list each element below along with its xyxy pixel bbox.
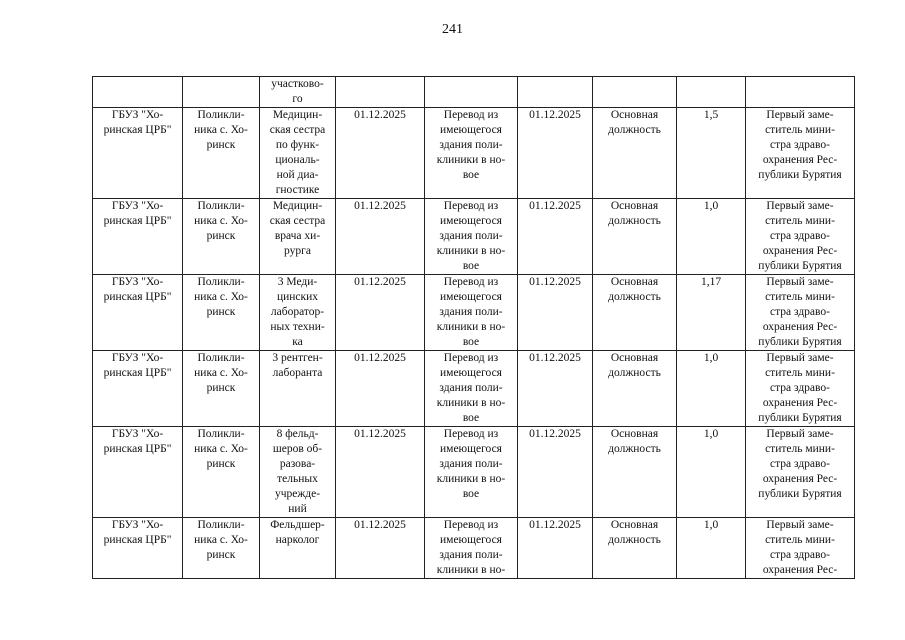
approver-cell: Первый заме- ститель мини- стра здраво- охранения Рес- bbox=[746, 518, 855, 579]
subdivision-cell: Поликли- ника с. Хо- ринск bbox=[183, 275, 260, 351]
position-type-cell: Основная должность bbox=[593, 351, 677, 427]
approver-cell: Первый заме- ститель мини- стра здраво- охранения Рес- публики Бурятия bbox=[746, 351, 855, 427]
rate-cell: 1,0 bbox=[677, 199, 746, 275]
effective-date-cell bbox=[518, 77, 593, 108]
reason-cell: Перевод из имеющегося здания поли- клиники в но- вое bbox=[425, 199, 518, 275]
position-cell: участково- го bbox=[260, 77, 336, 108]
reason-cell: Перевод из имеющегося здания поли- клиники в но- bbox=[425, 518, 518, 579]
institution-cell: ГБУЗ "Хо- ринская ЦРБ" bbox=[93, 518, 183, 579]
table-row bbox=[93, 275, 855, 351]
institution-cell: ГБУЗ "Хо- ринская ЦРБ" bbox=[93, 427, 183, 518]
position-type-cell: Основная должность bbox=[593, 199, 677, 275]
position-cell: 8 фельд- шеров об- разова- тельных учреждe- ний bbox=[260, 427, 336, 518]
table-row bbox=[93, 77, 855, 108]
institution-cell: ГБУЗ "Хо- ринская ЦРБ" bbox=[93, 351, 183, 427]
position-type-cell: Основная должность bbox=[593, 108, 677, 199]
effective-date-cell: 01.12.2025 bbox=[518, 427, 593, 518]
rate-cell bbox=[677, 77, 746, 108]
approver-cell: Первый заме- ститель мини- стра здраво- охранения Рес- публики Бурятия bbox=[746, 199, 855, 275]
position-cell: 3 рентген- лаборанта bbox=[260, 351, 336, 427]
page-number: 241 bbox=[442, 22, 463, 37]
approver-cell: Первый заме- ститель мини- стра здраво- охранения Рес- публики Бурятия bbox=[746, 275, 855, 351]
start-date-cell: 01.12.2025 bbox=[336, 199, 425, 275]
position-type-cell: Основная должность bbox=[593, 427, 677, 518]
staff-table bbox=[92, 76, 855, 579]
start-date-cell: 01.12.2025 bbox=[336, 275, 425, 351]
table-body bbox=[93, 77, 855, 579]
table-row bbox=[93, 351, 855, 427]
table-row bbox=[93, 108, 855, 199]
rate-cell: 1,5 bbox=[677, 108, 746, 199]
table-row bbox=[93, 427, 855, 518]
position-cell: 3 Меди- цинских лаборатор- ных техни- ка bbox=[260, 275, 336, 351]
institution-cell: ГБУЗ "Хо- ринская ЦРБ" bbox=[93, 199, 183, 275]
rate-cell: 1,0 bbox=[677, 427, 746, 518]
reason-cell: Перевод из имеющегося здания поли- клиники в но- вое bbox=[425, 108, 518, 199]
position-cell: Фельдшер- нарколог bbox=[260, 518, 336, 579]
subdivision-cell: Поликли- ника с. Хо- ринск bbox=[183, 199, 260, 275]
position-cell: Медицин- ская сестра врача хи- рурга bbox=[260, 199, 336, 275]
position-cell: Медицин- ская сестра по функ- циональ- ной диа- гностике bbox=[260, 108, 336, 199]
rate-cell: 1,0 bbox=[677, 351, 746, 427]
subdivision-cell: Поликли- ника с. Хо- ринск bbox=[183, 518, 260, 579]
effective-date-cell: 01.12.2025 bbox=[518, 275, 593, 351]
approver-cell bbox=[746, 77, 855, 108]
start-date-cell: 01.12.2025 bbox=[336, 108, 425, 199]
effective-date-cell: 01.12.2025 bbox=[518, 518, 593, 579]
start-date-cell: 01.12.2025 bbox=[336, 518, 425, 579]
effective-date-cell: 01.12.2025 bbox=[518, 351, 593, 427]
reason-cell: Перевод из имеющегося здания поли- клиники в но- вое bbox=[425, 427, 518, 518]
reason-cell: Перевод из имеющегося здания поли- клиники в но- вое bbox=[425, 275, 518, 351]
start-date-cell: 01.12.2025 bbox=[336, 427, 425, 518]
subdivision-cell: Поликли- ника с. Хо- ринск bbox=[183, 427, 260, 518]
position-type-cell: Основная должность bbox=[593, 275, 677, 351]
institution-cell: ГБУЗ "Хо- ринская ЦРБ" bbox=[93, 108, 183, 199]
effective-date-cell: 01.12.2025 bbox=[518, 108, 593, 199]
institution-cell bbox=[93, 77, 183, 108]
institution-cell: ГБУЗ "Хо- ринская ЦРБ" bbox=[93, 275, 183, 351]
reason-cell: Перевод из имеющегося здания поли- клиники в но- вое bbox=[425, 351, 518, 427]
approver-cell: Первый заме- ститель мини- стра здраво- охранения Рес- публики Бурятия bbox=[746, 427, 855, 518]
start-date-cell: 01.12.2025 bbox=[336, 351, 425, 427]
approver-cell: Первый заме- ститель мини- стра здраво- охранения Рес- публики Бурятия bbox=[746, 108, 855, 199]
table-row bbox=[93, 518, 855, 579]
rate-cell: 1,17 bbox=[677, 275, 746, 351]
rate-cell: 1,0 bbox=[677, 518, 746, 579]
effective-date-cell: 01.12.2025 bbox=[518, 199, 593, 275]
start-date-cell bbox=[336, 77, 425, 108]
position-type-cell bbox=[593, 77, 677, 108]
reason-cell bbox=[425, 77, 518, 108]
position-type-cell: Основная должность bbox=[593, 518, 677, 579]
subdivision-cell: Поликли- ника с. Хо- ринск bbox=[183, 351, 260, 427]
table-row bbox=[93, 199, 855, 275]
subdivision-cell: Поликли- ника с. Хо- ринск bbox=[183, 108, 260, 199]
subdivision-cell bbox=[183, 77, 260, 108]
